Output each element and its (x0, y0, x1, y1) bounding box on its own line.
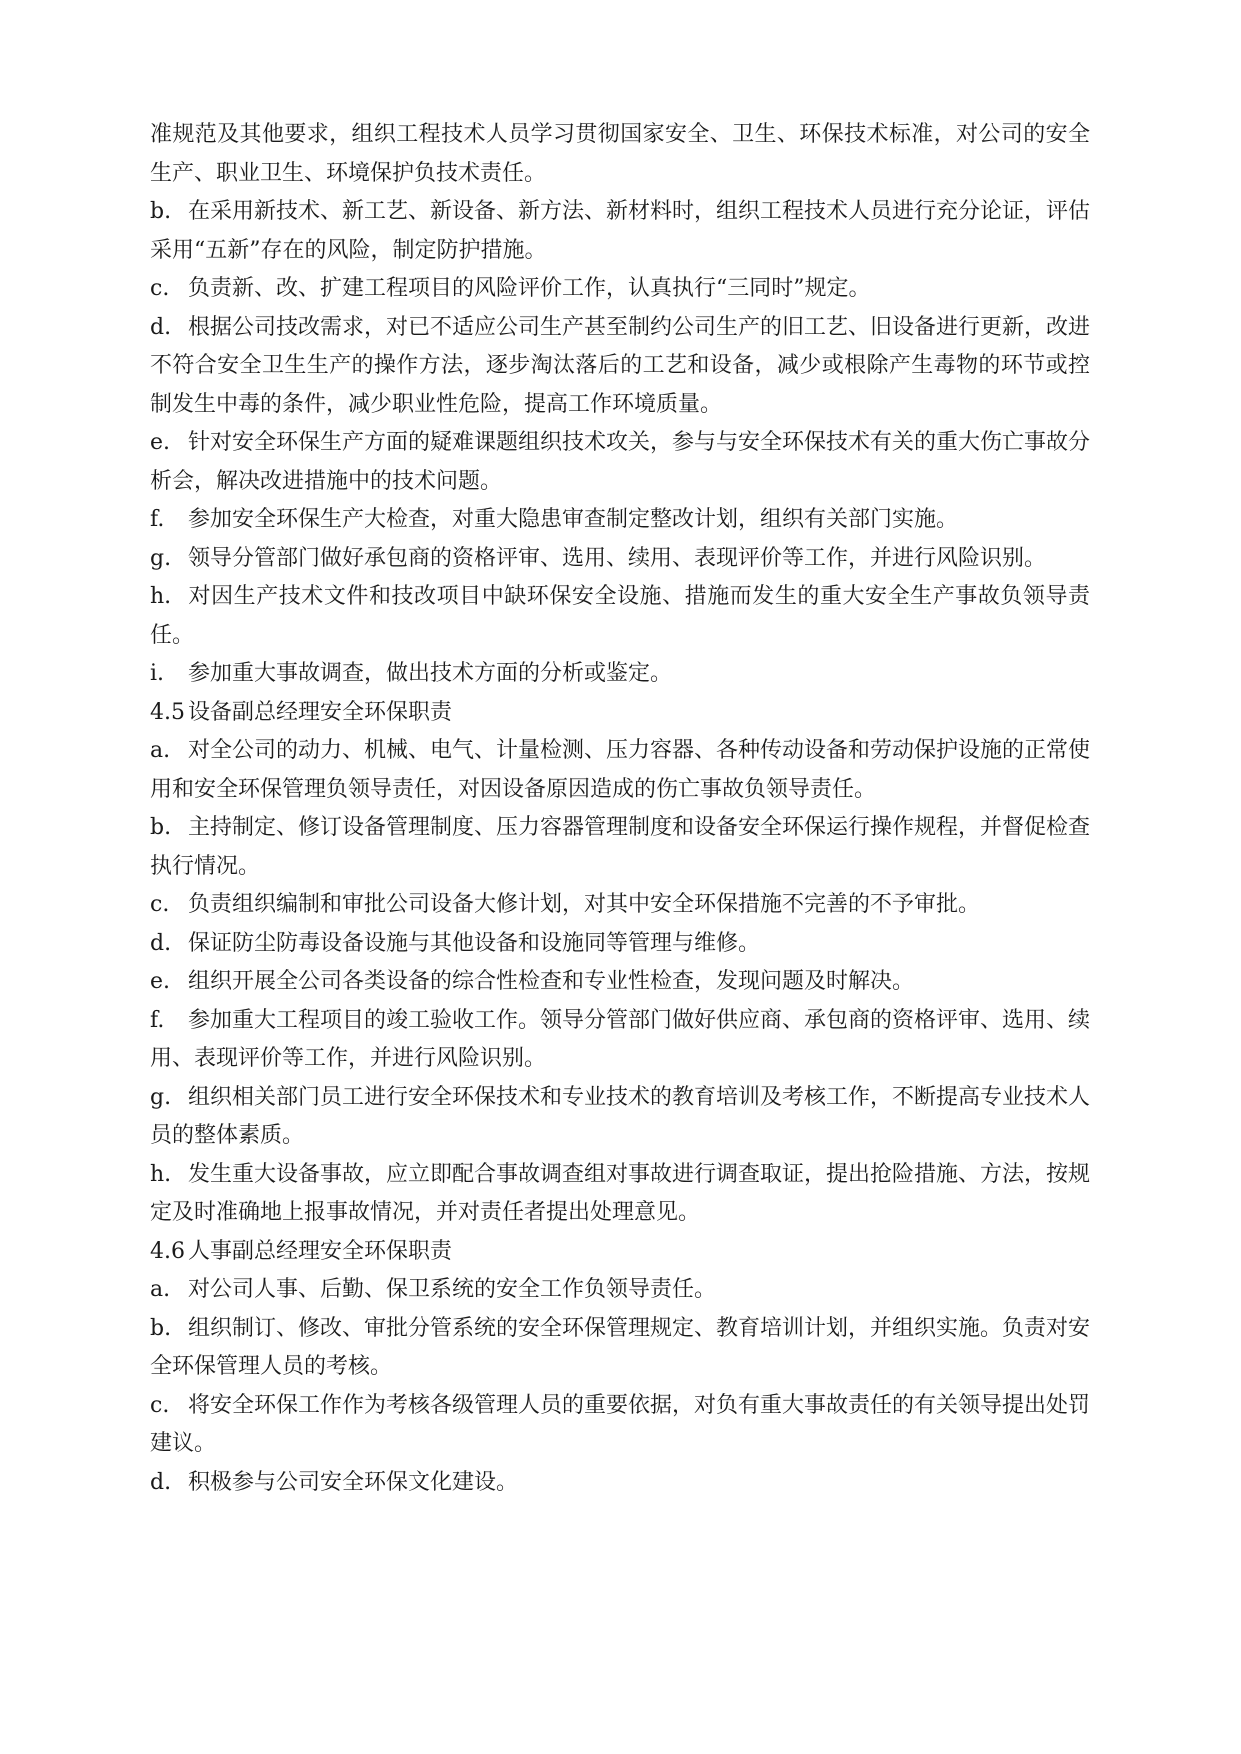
list-marker: g. (150, 545, 172, 571)
list-marker: f. (150, 507, 165, 532)
list-item-text: 将安全环保工作作为考核各级管理人员的重要依据，对负有重大事故责任的有关领导提出处罚建议。 (150, 1392, 1091, 1456)
list-item-a (150, 1271, 1090, 1310)
list-item-c (150, 270, 1090, 309)
list-item-a (150, 732, 1090, 809)
list-marker: i. (150, 661, 165, 686)
list-item-c (150, 1387, 1090, 1464)
list-item-text: 参加重大事故调查，做出技术方面的分析或鉴定。 (188, 661, 673, 686)
paragraph-text: 准规范及其他要求，组织工程技术人员学习贯彻国家安全、卫生、环保技术标准，对公司的安全生产、职业卫生、环境保护负技术责任。 (150, 122, 1090, 186)
list-marker: b. (150, 199, 172, 224)
list-marker: b. (150, 815, 172, 840)
list-item-e (150, 963, 1090, 1002)
list-item-f (150, 1002, 1090, 1079)
section-heading-4-5 (150, 694, 1090, 733)
list-item-d (150, 925, 1090, 964)
list-marker: d. (150, 1469, 172, 1495)
section-title: 人事副总经理安全环保职责 (188, 1238, 453, 1264)
section-heading-4-6 (150, 1233, 1090, 1272)
list-item-text: 针对安全环保生产方面的疑难课题组织技术攻关，参与与安全环保技术有关的重大伤亡事故分析会，解决改进措施中的技术问题。 (150, 430, 1091, 494)
list-item-text: 组织制订、修改、审批分管系统的安全环保管理规定、教育培训计划，并组织实施。负责对安全环保管理人员的考核。 (150, 1315, 1091, 1379)
list-item-text: 对全公司的动力、机械、电气、计量检测、压力容器、各种传动设备和劳动保护设施的正常使用和安全环保管理负领导责任，对因设备原因造成的伤亡事故负领导责任。 (150, 738, 1091, 802)
list-marker: c. (150, 276, 170, 301)
list-item-f (150, 501, 1090, 540)
list-marker: a. (150, 738, 171, 763)
list-item-text: 组织相关部门员工进行安全环保技术和专业技术的教育培训及考核工作，不断提高专业技术人员的整体素质。 (150, 1084, 1091, 1148)
list-item-g (150, 540, 1090, 579)
list-item-text: 对因生产技术文件和技改项目中缺环保安全设施、措施而发生的重大安全生产事故负领导责任。 (150, 584, 1090, 648)
list-item-d (150, 309, 1090, 425)
list-item-text: 发生重大设备事故，应立即配合事故调查组对事故进行调查取证，提出抢险措施、方法，按规定及时准确地上报事故情况，并对责任者提出处理意见。 (150, 1161, 1091, 1225)
list-item-text: 参加重大工程项目的竣工验收工作。领导分管部门做好供应商、承包商的资格评审、选用、续用、表现评价等工作，并进行风险识别。 (150, 1007, 1091, 1071)
list-item-text: 对公司人事、后勤、保卫系统的安全工作负领导责任。 (188, 1277, 717, 1302)
list-marker: b. (150, 1315, 172, 1341)
list-item-text: 主持制定、修订设备管理制度、压力容器管理制度和设备安全环保运行操作规程，并督促检查执行情况。 (150, 815, 1091, 879)
list-item-i (150, 655, 1090, 694)
list-marker: d. (150, 930, 172, 956)
list-item-h (150, 1156, 1090, 1233)
list-item-d (150, 1464, 1090, 1503)
list-item-text: 积极参与公司安全环保文化建设。 (188, 1469, 519, 1495)
list-marker: a. (150, 1277, 171, 1302)
paragraph-continuation (150, 116, 1090, 193)
section-number: 4.6 (150, 1238, 185, 1264)
list-item-c (150, 886, 1090, 925)
list-item-text: 负责新、改、扩建工程项目的风险评价工作，认真执行“三同时”规定。 (188, 276, 871, 301)
list-item-text: 领导分管部门做好承包商的资格评审、选用、续用、表现评价等工作，并进行风险识别。 (188, 545, 1047, 571)
list-marker: g. (150, 1084, 172, 1110)
list-item-g (150, 1079, 1090, 1156)
list-marker: c. (150, 892, 170, 917)
document-body (150, 116, 1090, 1502)
list-item-h (150, 578, 1090, 655)
section-title: 设备副总经理安全环保职责 (188, 699, 453, 725)
list-marker: h. (150, 1161, 172, 1187)
list-marker: e. (150, 430, 171, 455)
list-item-b (150, 193, 1090, 270)
list-item-text: 根据公司技改需求，对已不适应公司生产甚至制约公司生产的旧工艺、旧设备进行更新，改进不符合安全卫生生产的操作方法，逐步淘汰落后的工艺和设备，减少或根除产生毒物的环节或控制发生中毒的条件，减少职业性危险，提高工作环境质量。 (150, 314, 1091, 417)
list-item-text: 保证防尘防毒设备设施与其他设备和设施同等管理与维修。 (188, 930, 761, 956)
list-marker: e. (150, 969, 171, 994)
list-item-text: 在采用新技术、新工艺、新设备、新方法、新材料时，组织工程技术人员进行充分论证，评估采用“五新”存在的风险，制定防护措施。 (150, 199, 1091, 263)
list-marker: c. (150, 1392, 170, 1418)
list-item-b (150, 809, 1090, 886)
list-item-text: 参加安全环保生产大检查，对重大隐患审查制定整改计划，组织有关部门实施。 (188, 507, 959, 532)
list-item-b (150, 1310, 1090, 1387)
list-item-e (150, 424, 1090, 501)
list-item-text: 组织开展全公司各类设备的综合性检查和专业性检查，发现问题及时解决。 (188, 969, 915, 994)
section-number: 4.5 (150, 699, 185, 725)
list-marker: f. (150, 1007, 165, 1033)
list-marker: h. (150, 584, 172, 609)
list-marker: d. (150, 314, 172, 340)
list-item-text: 负责组织编制和审批公司设备大修计划，对其中安全环保措施不完善的不予审批。 (188, 892, 981, 917)
